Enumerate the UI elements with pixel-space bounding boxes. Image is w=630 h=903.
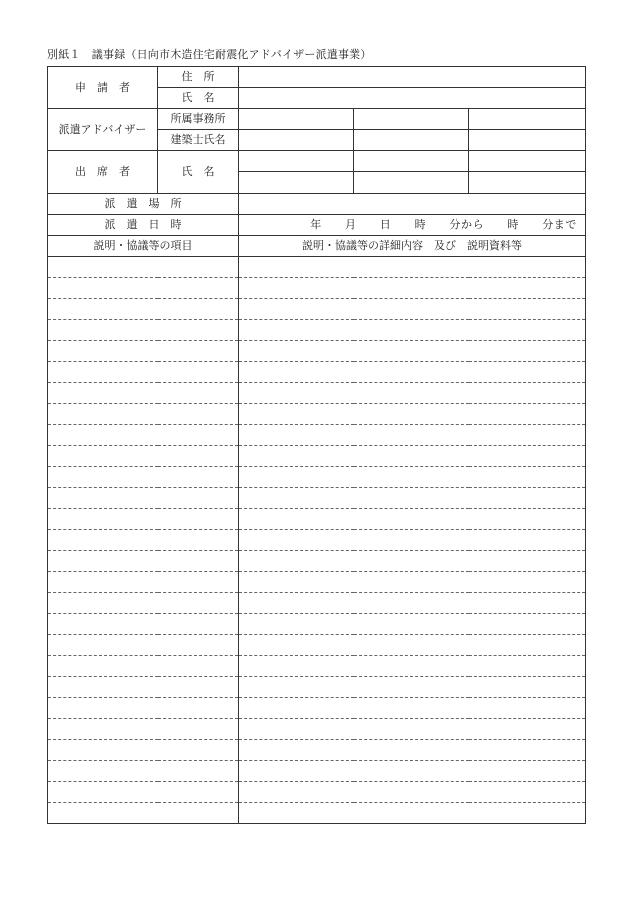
minutes-row — [48, 635, 586, 656]
minutes-detail-cell — [239, 761, 586, 782]
minutes-row — [48, 719, 586, 740]
minutes-detail-cell — [239, 551, 586, 572]
minutes-row — [48, 656, 586, 677]
advisor-office-value-1 — [239, 109, 354, 130]
minutes-row — [48, 488, 586, 509]
minutes-detail-cell — [239, 782, 586, 803]
minutes-row — [48, 467, 586, 488]
minutes-item-cell — [48, 698, 239, 719]
applicant-address-label: 住 所 — [158, 67, 239, 88]
attendees-name-label: 氏 名 — [158, 151, 239, 194]
attendee-value-6 — [469, 172, 586, 194]
details-column-header: 説明・協議等の詳細内容 及び 説明資料等 — [239, 236, 586, 257]
datetime-value: 年 月 日 時 分から 時 分まで — [239, 215, 586, 236]
location-label: 派 遣 場 所 — [48, 194, 239, 215]
minutes-row — [48, 383, 586, 404]
minutes-detail-cell — [239, 803, 586, 824]
minutes-row — [48, 362, 586, 383]
minutes-item-cell — [48, 677, 239, 698]
minutes-detail-cell — [239, 719, 586, 740]
advisor-architect-value-3 — [469, 130, 586, 151]
minutes-row — [48, 257, 586, 278]
applicant-name-label: 氏 名 — [158, 88, 239, 109]
minutes-row — [48, 614, 586, 635]
advisor-office-label: 所属事務所 — [158, 109, 239, 130]
minutes-detail-cell — [239, 593, 586, 614]
advisor-label: 派遣アドバイザー — [48, 109, 158, 151]
minutes-detail-cell — [239, 698, 586, 719]
minutes-detail-cell — [239, 614, 586, 635]
minutes-item-cell — [48, 257, 239, 278]
minutes-item-cell — [48, 551, 239, 572]
minutes-row — [48, 551, 586, 572]
minutes-detail-cell — [239, 467, 586, 488]
minutes-detail-cell — [239, 383, 586, 404]
minutes-detail-cell — [239, 425, 586, 446]
advisor-office-value-2 — [354, 109, 469, 130]
applicant-label: 申 請 者 — [48, 67, 158, 109]
minutes-item-cell — [48, 740, 239, 761]
datetime-label: 派 遣 日 時 — [48, 215, 239, 236]
minutes-row — [48, 677, 586, 698]
minutes-detail-cell — [239, 572, 586, 593]
minutes-row — [48, 509, 586, 530]
minutes-item-cell — [48, 782, 239, 803]
minutes-item-cell — [48, 803, 239, 824]
minutes-detail-cell — [239, 362, 586, 383]
minutes-item-cell — [48, 635, 239, 656]
minutes-row — [48, 425, 586, 446]
minutes-detail-cell — [239, 320, 586, 341]
minutes-item-cell — [48, 593, 239, 614]
minutes-form-table — [47, 66, 586, 824]
attendee-value-2 — [354, 151, 469, 172]
minutes-row — [48, 278, 586, 299]
minutes-row — [48, 593, 586, 614]
minutes-row — [48, 341, 586, 362]
minutes-item-cell — [48, 719, 239, 740]
advisor-architect-value-2 — [354, 130, 469, 151]
location-value — [239, 194, 586, 215]
minutes-detail-cell — [239, 257, 586, 278]
minutes-item-cell — [48, 614, 239, 635]
minutes-row — [48, 299, 586, 320]
advisor-architect-label: 建築士氏名 — [158, 130, 239, 151]
minutes-item-cell — [48, 425, 239, 446]
minutes-detail-cell — [239, 509, 586, 530]
minutes-item-cell — [48, 383, 239, 404]
minutes-item-cell — [48, 278, 239, 299]
advisor-architect-value-1 — [239, 130, 354, 151]
applicant-address-value — [239, 67, 586, 88]
minutes-row — [48, 530, 586, 551]
minutes-row — [48, 446, 586, 467]
minutes-item-cell — [48, 446, 239, 467]
minutes-detail-cell — [239, 299, 586, 320]
minutes-detail-cell — [239, 677, 586, 698]
minutes-detail-cell — [239, 446, 586, 467]
attendee-value-4 — [239, 172, 354, 194]
minutes-detail-cell — [239, 341, 586, 362]
minutes-item-cell — [48, 530, 239, 551]
minutes-item-cell — [48, 467, 239, 488]
minutes-item-cell — [48, 509, 239, 530]
attendee-value-3 — [469, 151, 586, 172]
minutes-item-cell — [48, 320, 239, 341]
minutes-item-cell — [48, 488, 239, 509]
attendees-label: 出 席 者 — [48, 151, 158, 194]
minutes-row — [48, 320, 586, 341]
minutes-detail-cell — [239, 488, 586, 509]
advisor-office-value-3 — [469, 109, 586, 130]
attendee-value-5 — [354, 172, 469, 194]
minutes-item-cell — [48, 299, 239, 320]
minutes-row — [48, 782, 586, 803]
minutes-detail-cell — [239, 635, 586, 656]
minutes-row — [48, 803, 586, 824]
minutes-item-cell — [48, 761, 239, 782]
minutes-row — [48, 740, 586, 761]
minutes-row — [48, 761, 586, 782]
applicant-name-value — [239, 88, 586, 109]
minutes-item-cell — [48, 341, 239, 362]
minutes-row — [48, 698, 586, 719]
minutes-row — [48, 404, 586, 425]
document-title: 別紙１ 議事録（日向市木造住宅耐震化アドバイザー派遣事業） — [47, 48, 372, 61]
attendee-value-1 — [239, 151, 354, 172]
minutes-detail-cell — [239, 740, 586, 761]
minutes-item-cell — [48, 404, 239, 425]
minutes-detail-cell — [239, 656, 586, 677]
minutes-detail-cell — [239, 404, 586, 425]
minutes-item-cell — [48, 362, 239, 383]
minutes-detail-cell — [239, 278, 586, 299]
minutes-row — [48, 572, 586, 593]
items-column-header: 説明・協議等の項目 — [48, 236, 239, 257]
minutes-item-cell — [48, 656, 239, 677]
minutes-detail-cell — [239, 530, 586, 551]
minutes-item-cell — [48, 572, 239, 593]
